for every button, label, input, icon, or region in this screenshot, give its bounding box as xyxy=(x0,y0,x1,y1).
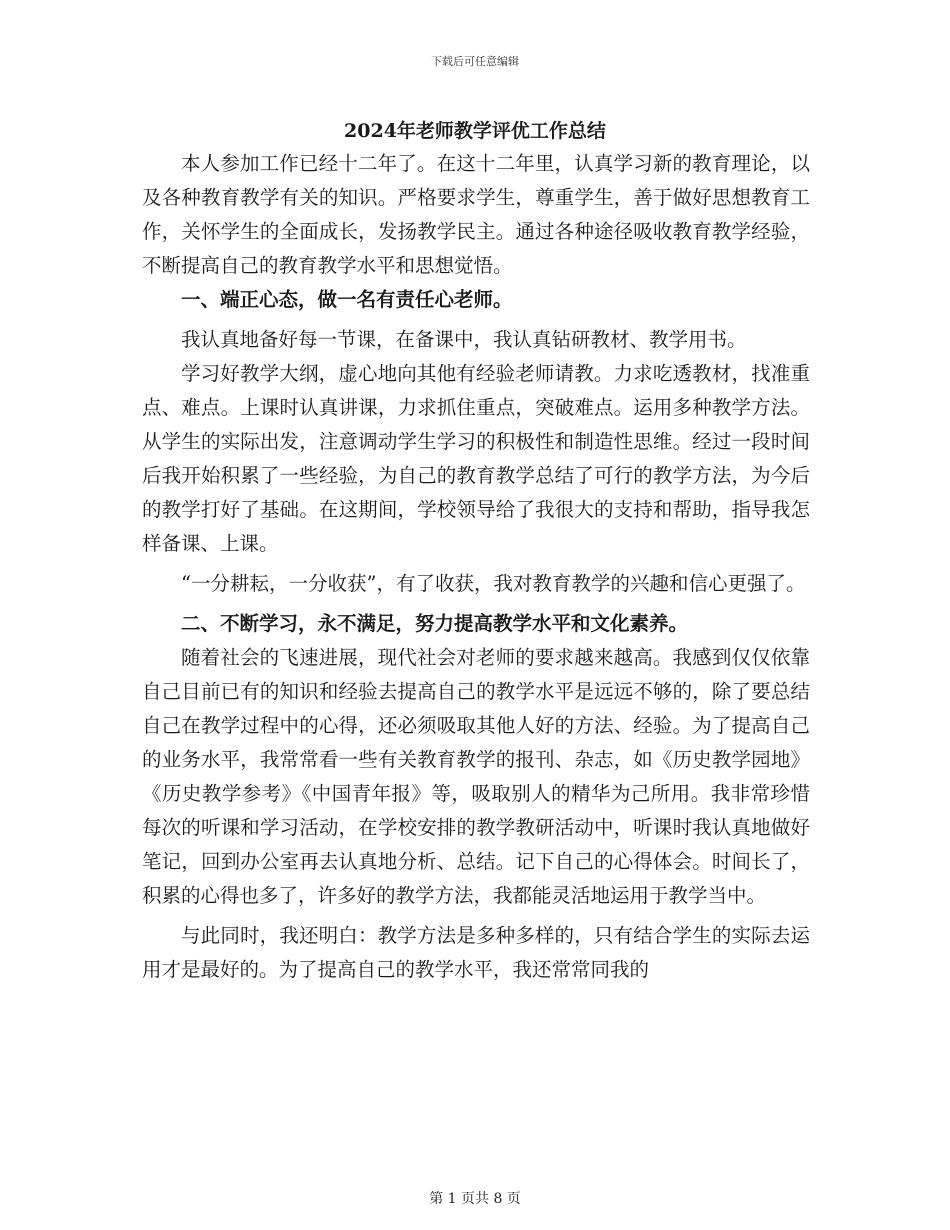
document-title: 2024年老师教学评优工作总结 xyxy=(344,120,606,142)
section-heading-2: 二、不断学习，永不满足，努力提高教学水平和文化素养。 xyxy=(181,612,689,635)
paragraph-intro: 本人参加工作已经十二年了。在这十二年里，认真学习新的教育理论，以及各种教育教学有关的知识。严格要求学生，尊重学生，善于做好思想教育工作，关怀学生的全面成长，发扬教学民主。通过各种途径吸收教育教学经验，不断提高自己的教育教学水平和思想觉悟。 xyxy=(142,152,810,277)
page-number: 第 1 页共 8 页 xyxy=(429,1191,521,1207)
paragraph-continuous-learning: 随着社会的飞速进展，现代社会对老师的要求越来越高。我感到仅仅依靠自己目前已有的知识和经验去提高自己的教学水平是远远不够的，除了要总结自己在教学过程中的心得，还必须吸取其他人好的方法、经验。为了提高自己的业务水平，我常常看一些有关教育教学的报刊、杂志，如《历史教学园地》《历史教学参考》《中国青年报》等，吸取别人的精华为己所用。我非常珍惜每次的听课和学习活动，在学校安排的教学教研活动中，听课时我认真地做好笔记，回到办公室再去认真地分析、总结。记下自己的心得体会。时间长了，积累的心得也多了，许多好的教学方法，我都能灵活地运用于教学当中。 xyxy=(142,646,810,907)
page-header-note: 下载后可任意编辑 xyxy=(431,55,519,68)
paragraph-methods-variety: 与此同时，我还明白：教学方法是多种多样的，只有结合学生的实际去运用才是最好的。为了提高自己的教学水平，我还常常同我的 xyxy=(142,924,810,981)
paragraph-lesson-prep: 我认真地备好每一节课，在备课中，我认真钻研教材、教学用书。 xyxy=(181,328,747,351)
document-body xyxy=(142,147,810,987)
section-heading-1: 一、端正心态，做一名有责任心老师。 xyxy=(181,288,513,311)
paragraph-harvest: “一分耕耘，一分收获”，有了收获，我对教育教学的兴趣和信心更强了。 xyxy=(181,572,806,595)
paragraph-teaching-methods: 学习好教学大纲，虚心地向其他有经验老师请教。力求吃透教材，找准重点、难点。上课时认真讲课，力求抓住重点，突破难点。运用多种教学方法。从学生的实际出发，注意调动学生学习的积极性和制造性思维。经过一段时间后我开始积累了一些经验，为自己的教育教学总结了可行的教学方法，为今后的教学打好了基础。在这期间，学校领导给了我很大的支持和帮助，指导我怎样备课、上课。 xyxy=(142,362,810,555)
